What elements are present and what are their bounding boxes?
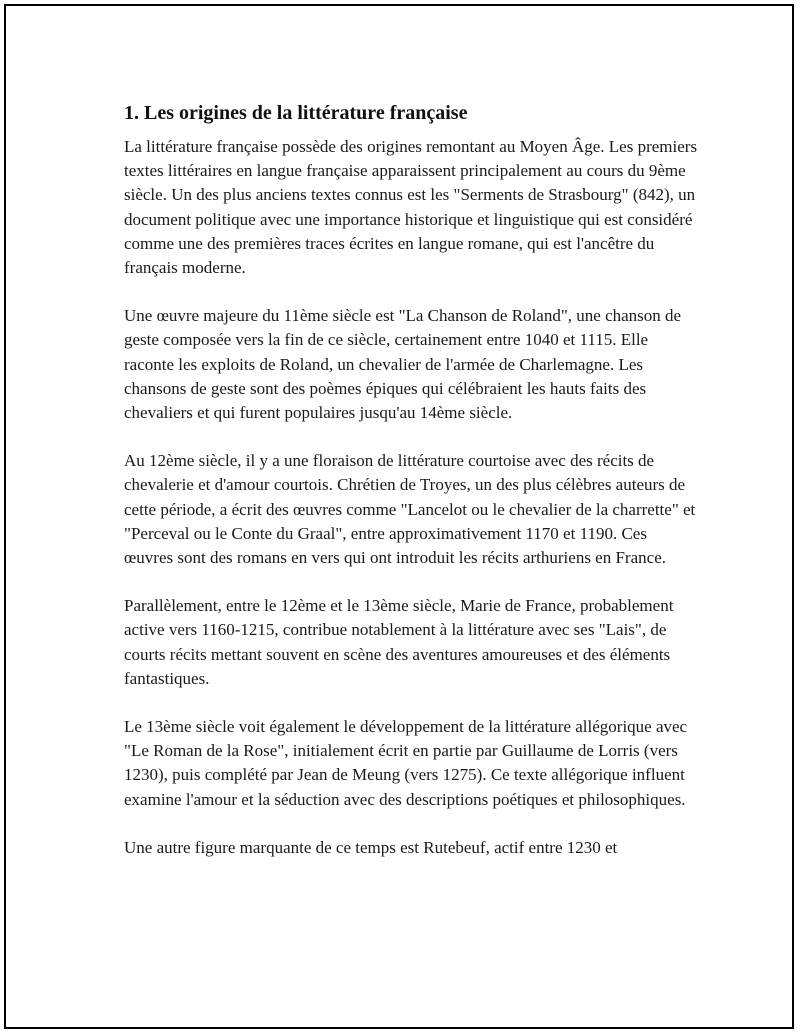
paragraph-chanson-de-roland: Une œuvre majeure du 11ème siècle est "La Chanson de Roland", une chanson de geste composée vers la fin de ce siècle, certainement entre 1040 et 1115. Elle raconte les exploits de Roland, un chevalier de l'armée de Charlemagne. Les chansons de geste sont des poèmes épiques qui célébraient les hauts faits des chevaliers et qui furent populaires jusqu'au 14ème siècle. [124,306,682,423]
page-frame [4,4,794,1029]
paragraph-roman-de-la-rose: Le 13ème siècle voit également le développement de la littérature allégorique avec "Le Roman de la Rose", initialement écrit en partie par Guillaume de Lorris (vers 1230), puis complété par Jean de Meung (vers 1275). Ce texte allégorique influent examine l'amour et la séduction avec des descriptions poétiques et philosophiques. [124,717,688,809]
paragraph-marie-de-france: Parallèlement, entre le 12ème et le 13ème siècle, Marie de France, probablement active vers 1160-1215, contribue notablement à la littérature avec ses "Lais", de courts récits mettant souvent en scène des aventures amoureuses et des éléments fantastiques. [124,596,674,688]
paragraph-litterature-courtoise: Au 12ème siècle, il y a une floraison de littérature courtoise avec des récits de chevalerie et d'amour courtois. Chrétien de Troyes, un des plus célèbres auteurs de cette période, a écrit des œuvres comme "Lancelot ou le chevalier de la charrette" et "Perceval ou le Conte du Graal", entre approximativement 1170 et 1190. Ces œuvres sont des romans en vers qui ont introduit les récits arthuriens en France. [124,451,696,568]
document-body [124,99,699,860]
paragraph-rutebeuf: Une autre figure marquante de ce temps est Rutebeuf, actif entre 1230 et [124,837,618,857]
paragraph-origins: La littérature française possède des origines remontant au Moyen Âge. Les premiers textes littéraires en langue française apparaissent principalement au cours du 9ème siècle. Un des plus anciens textes connus est les "Serments de Strasbourg" (842), un document politique avec une importance historique et linguistique qui est considéré comme une des premières traces écrites en langue romane, qui est l'ancêtre du français moderne. [124,137,698,278]
section-heading: 1. Les origines de la littérature française [124,102,468,124]
